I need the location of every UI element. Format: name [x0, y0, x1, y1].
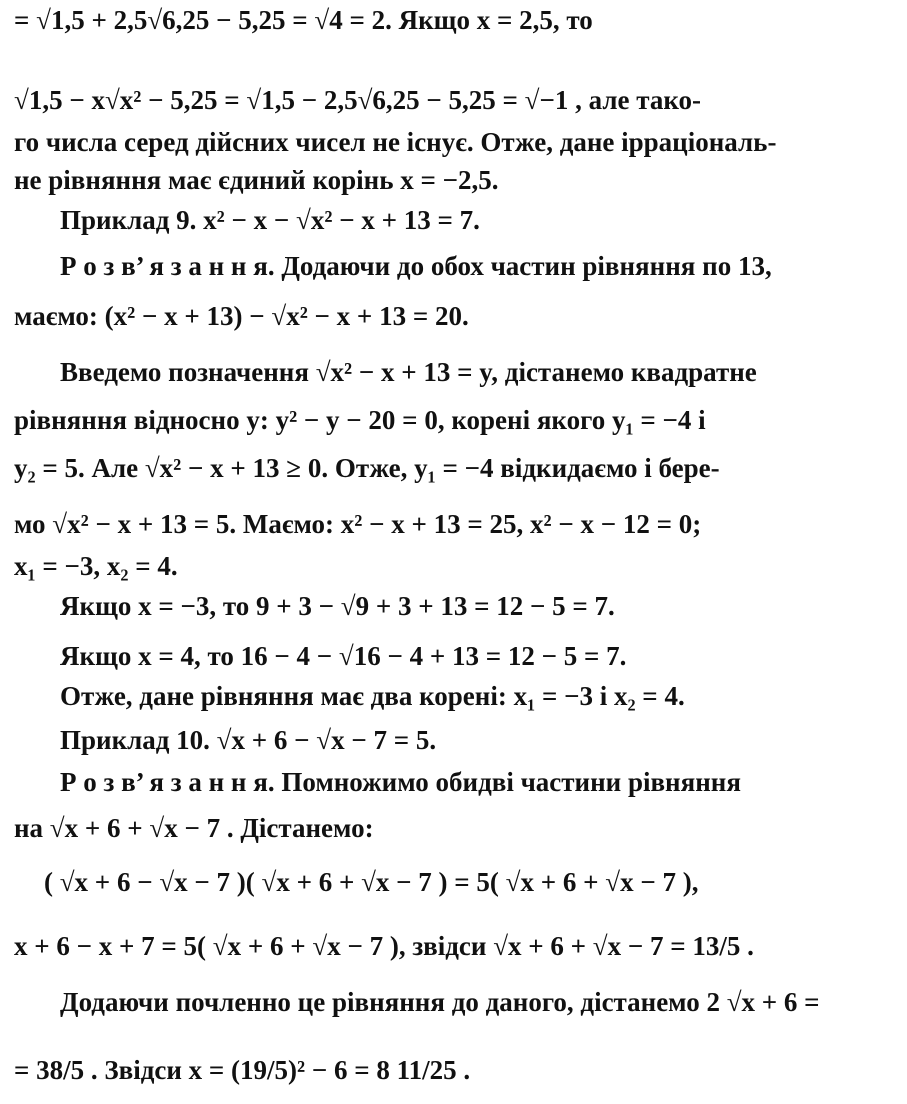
text-line: на √x + 6 + √x − 7 . Дістанемо:: [14, 813, 374, 843]
example-10-heading: Приклад 10. √x + 6 − √x − 7 = 5.: [60, 725, 437, 755]
text-line: не рівняння має єдиний корінь x = −2,5.: [14, 165, 499, 195]
conclusion-line: Отже, дане рівняння має два корені: x₁ = −3 і x₂ = 4.: [60, 681, 685, 711]
solution-10-intro: Р о з в’ я з а н н я. Помножимо обидві частини рівняння: [60, 767, 741, 797]
final-answer-line: = 38/5 . Звідси x = (19/5)² − 6 = 8 11/25 .: [14, 1055, 471, 1085]
text-line: го числа серед дійсних чисел не існує. Отже, дане ірраціональ-: [14, 127, 777, 157]
example-9-heading: Приклад 9. x² − x − √x² − x + 13 = 7.: [60, 205, 480, 235]
text-line: x₁ = −3, x₂ = 4.: [14, 551, 178, 581]
check-line-2: Якщо x = 4, то 16 − 4 − √16 − 4 + 13 = 12 − 5 = 7.: [60, 641, 627, 671]
text-line: y₂ = 5. Але √x² − x + 13 ≥ 0. Отже, y₁ = −4 відкидаємо і бере-: [14, 453, 720, 483]
text-line: мо √x² − x + 13 = 5. Маємо: x² − x + 13 = 25, x² − x − 12 = 0;: [14, 509, 702, 539]
text-line: маємо: (x² − x + 13) − √x² − x + 13 = 20.: [14, 301, 469, 331]
equation-line: x + 6 − x + 7 = 5( √x + 6 + √x − 7 ), звідси √x + 6 + √x − 7 = 13/5 .: [14, 931, 754, 961]
text-line: = √1,5 + 2,5√6,25 − 5,25 = √4 = 2. Якщо x = 2,5, то: [14, 5, 593, 35]
solution-9-intro: Р о з в’ я з а н н я. Додаючи до обох частин рівняння по 13,: [60, 251, 772, 281]
check-line-1: Якщо x = −3, то 9 + 3 − √9 + 3 + 13 = 12 − 5 = 7.: [60, 591, 615, 621]
text-line: √1,5 − x√x² − 5,25 = √1,5 − 2,5√6,25 − 5,25 = √−1 , але тако-: [14, 85, 702, 115]
text-line: Додаючи почленно це рівняння до даного, дістанемо 2 √x + 6 =: [60, 987, 820, 1017]
text-line: Введемо позначення √x² − x + 13 = y, дістанемо квадратне: [60, 357, 757, 387]
text-line: рівняння відносно y: y² − y − 20 = 0, корені якого y₁ = −4 і: [14, 405, 706, 435]
equation-line: ( √x + 6 − √x − 7 )( √x + 6 + √x − 7 ) = 5( √x + 6 + √x − 7 ),: [44, 867, 699, 897]
